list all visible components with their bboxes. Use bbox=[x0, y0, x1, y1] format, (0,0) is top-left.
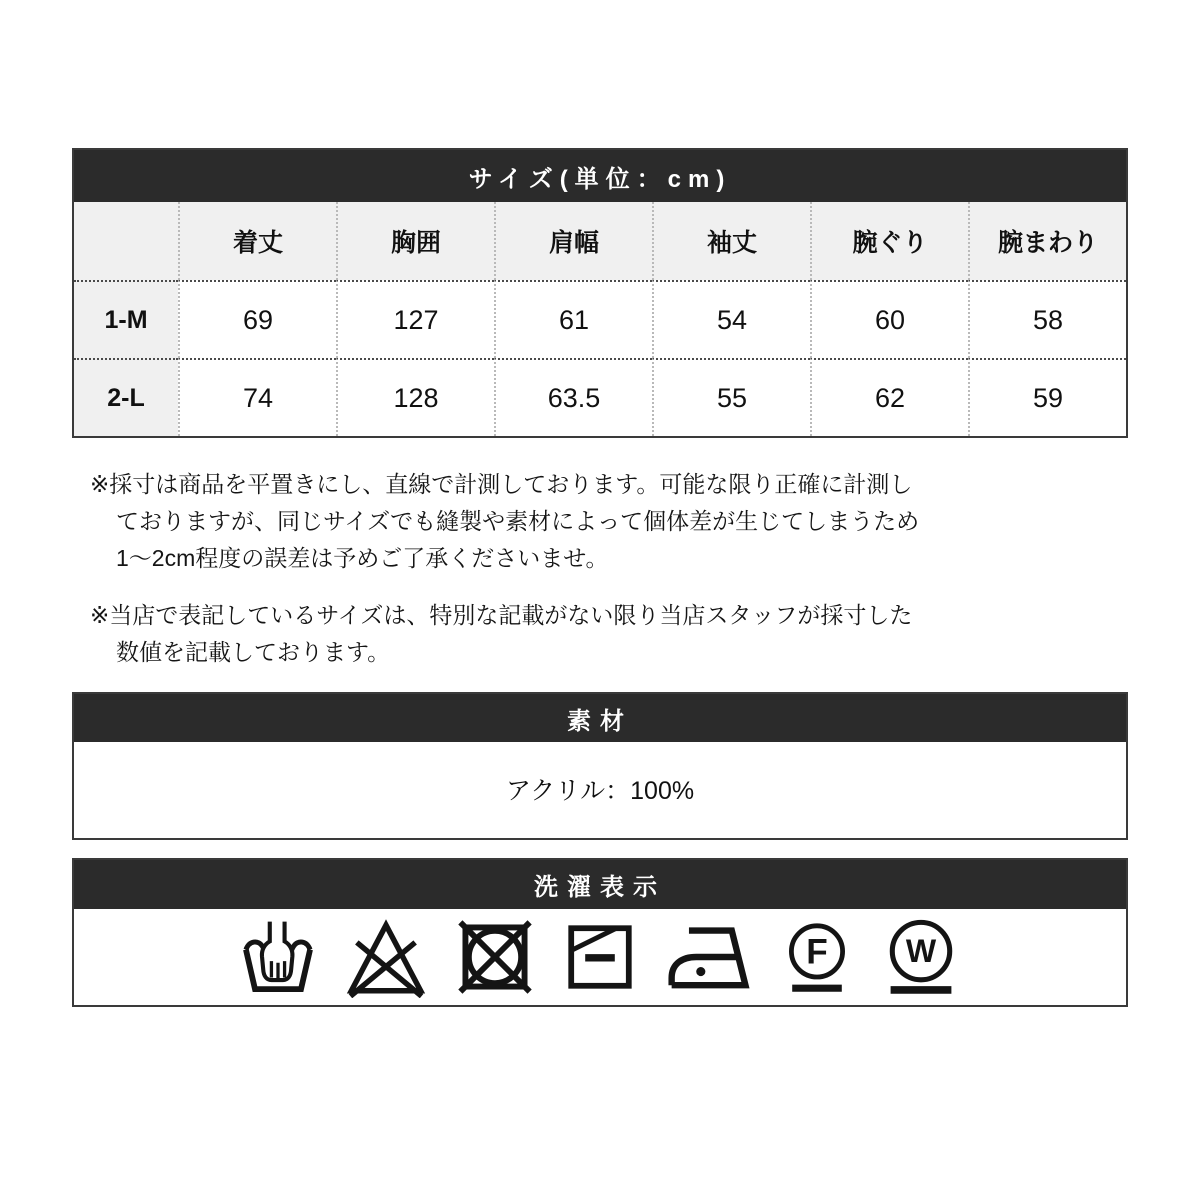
wet-clean-letter: W bbox=[905, 933, 937, 970]
material-section bbox=[72, 692, 1128, 840]
iron-low-temperature-icon bbox=[667, 916, 751, 998]
corner-cell bbox=[74, 202, 178, 280]
dry-clean-petroleum-gentle-icon bbox=[781, 916, 853, 998]
size-value: 74 bbox=[178, 358, 336, 436]
size-value: 127 bbox=[336, 280, 494, 358]
wet-clean-gentle-icon bbox=[883, 916, 959, 998]
col-header-arm: 腕まわり bbox=[968, 202, 1126, 280]
hand-wash-icon bbox=[241, 916, 315, 998]
size-row-label: 2-L bbox=[74, 358, 178, 436]
col-header-length: 着丈 bbox=[178, 202, 336, 280]
dry-clean-letter: F bbox=[806, 932, 828, 972]
note-line: ※採寸は商品を平置きにし、直線で計測しております。可能な限り正確に計測し bbox=[90, 471, 913, 497]
size-value: 60 bbox=[810, 280, 968, 358]
note-line: ※当店で表記しているサイズは、特別な記載がない限り当店スタッフが採寸した bbox=[90, 602, 913, 628]
size-value: 62 bbox=[810, 358, 968, 436]
note-line: 数値を記載しております。 bbox=[116, 639, 391, 665]
size-value: 69 bbox=[178, 280, 336, 358]
size-table bbox=[72, 148, 1128, 438]
col-header-sleeve: 袖丈 bbox=[652, 202, 810, 280]
size-value: 54 bbox=[652, 280, 810, 358]
size-value: 59 bbox=[968, 358, 1126, 436]
note-line: ておりますが、同じサイズでも縫製や素材によって個体差が生じてしまうため bbox=[116, 508, 920, 534]
note-line: 1〜2cm程度の誤差は予めご了承くださいませ。 bbox=[116, 545, 609, 571]
size-value: 61 bbox=[494, 280, 652, 358]
do-not-tumble-dry-icon bbox=[457, 916, 533, 998]
measurement-note bbox=[90, 466, 919, 577]
size-value: 128 bbox=[336, 358, 494, 436]
care-icons-row bbox=[74, 909, 1126, 1003]
care-title: 洗濯表示 bbox=[74, 860, 1126, 909]
size-value: 55 bbox=[652, 358, 810, 436]
dry-flat-in-shade-icon bbox=[563, 916, 637, 998]
size-value: 58 bbox=[968, 280, 1126, 358]
size-value: 63.5 bbox=[494, 358, 652, 436]
material-value: アクリル：100% bbox=[505, 777, 695, 805]
size-row-label: 1-M bbox=[74, 280, 178, 358]
col-header-shoulder: 肩幅 bbox=[494, 202, 652, 280]
size-grid bbox=[74, 202, 1126, 436]
col-header-armhole: 腕ぐり bbox=[810, 202, 968, 280]
care-label-section bbox=[72, 858, 1128, 1007]
do-not-bleach-icon bbox=[345, 916, 427, 998]
staff-measurement-note bbox=[90, 597, 912, 671]
material-title: 素材 bbox=[74, 694, 1126, 742]
size-table-title: サイズ(単位：cm) bbox=[74, 150, 1126, 202]
col-header-chest: 胸囲 bbox=[336, 202, 494, 280]
